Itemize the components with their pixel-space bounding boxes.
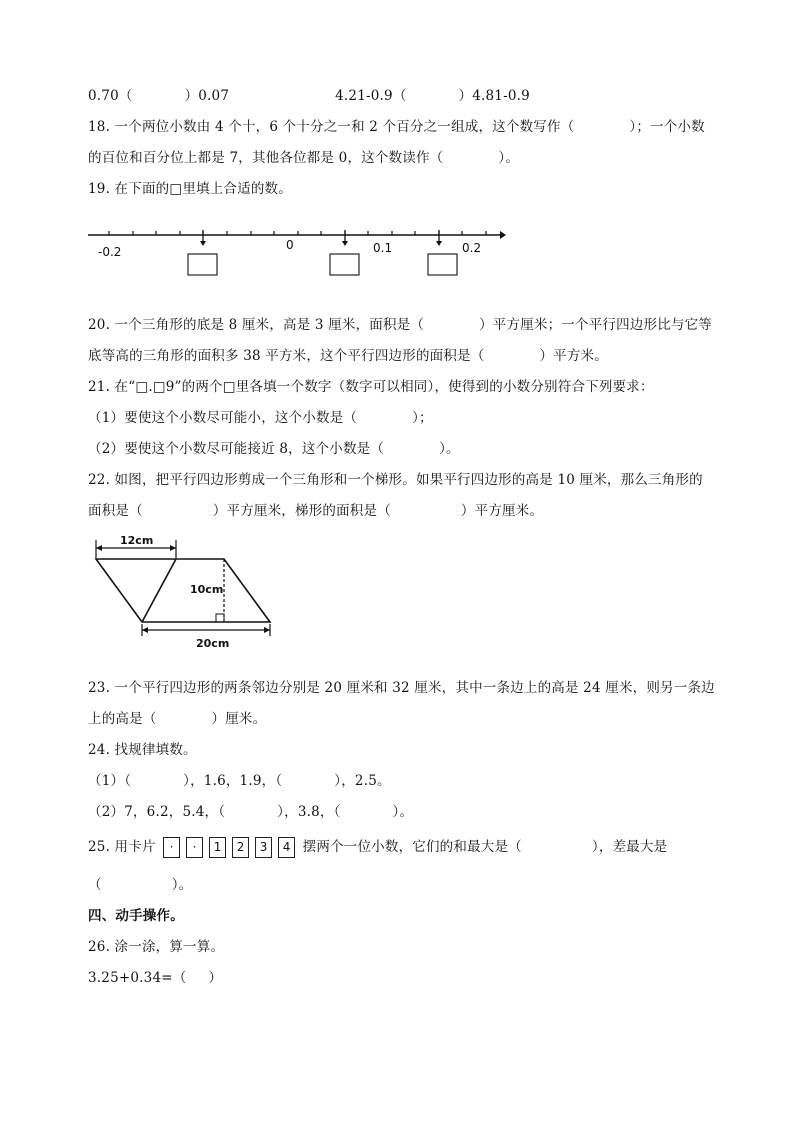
answer-box[interactable] [330,254,359,275]
label-10cm: 10cm [190,583,224,596]
q26-title: 26. 涂一涂，算一算。 [88,939,225,955]
arrow-down-icon [200,230,206,246]
tick-label-0-2: 0.2 [462,241,482,255]
q24-sub-2: （2）7，6.2，5.4，（ ），3.8，（ ）。 [88,804,414,820]
q23-line-1: 23. 一个平行四边形的两条邻边分别是 20 厘米和 32 厘米，其中一条边上的高是 24 厘米，则另一条边 [88,680,715,696]
q20-line-1: 20. 一个三角形的底是 8 厘米，高是 3 厘米，面积是（ ）平方厘米；一个平行四边形比与它等 [88,317,713,333]
arrow-left-icon [142,627,148,633]
section-heading: 四、动手操作。 [88,908,184,924]
q22-line-2: 面积是（ ）平方厘米，梯形的面积是（ ）平方厘米。 [88,503,544,519]
arrow-right-icon [264,627,270,633]
parallelogram-figure [88,532,288,654]
q18-line-1: 18. 一个两位小数由 4 个十，6 个十分之一和 2 个百分之一组成，这个数写作（ ）；一个小数 [88,119,705,135]
arrow-down-icon [436,230,442,246]
q25-line-2: （ ）。 [88,877,193,893]
q26-expression: 3.25+0.34=（ ） [88,970,223,986]
axis-arrow [500,231,506,239]
right-angle-mark [216,614,224,622]
label-20cm: 20cm [196,637,230,650]
answer-box[interactable] [428,254,457,275]
card-1: 1 [209,837,226,858]
tick-label-neg-0-2: -0.2 [98,245,122,259]
q19-prompt: 19. 在下面的□里填上合适的数。 [88,181,292,197]
card-dot: · [163,837,180,858]
q23-line-2: 上的高是（ ）厘米。 [88,711,267,727]
q18-line-2: 的百位和百分位上都是 7，其他各位都是 0，这个数读作（ ）。 [88,150,520,166]
card-4: 4 [278,837,295,858]
q24-sub-1: （1）（ ），1.6，1.9，（ ），2.5。 [88,773,391,789]
label-12cm: 12cm [120,534,154,547]
tick-label-0: 0 [286,238,294,252]
cut-line [142,559,176,622]
q24-title: 24. 找规律填数。 [88,742,197,758]
q17-comparison-line: 0.70（ ）0.07 4.21-0.9（ ）4.81-0.9 [88,88,530,104]
q22-line-1: 22. 如图，把平行四边形剪成一个三角形和一个梯形。如果平行四边形的高是 10 厘米，那么三角形的 [88,472,703,488]
arrow-down-icon [342,230,348,246]
q21-line-1: 21. 在“□.□9”的两个□里各填一个数字（数字可以相同），使得到的小数分别符合下列要求： [88,379,654,395]
q20-line-2: 底等高的三角形的面积多 38 平方米，这个平行四边形的面积是（ ）平方米。 [88,348,608,364]
tick-label-0-1: 0.1 [373,241,393,255]
card-dot: · [186,837,203,858]
card-3: 3 [255,837,272,858]
q25-line-1: 25. 用卡片 · · 1 2 3 4 摆两个一位小数，它们的和最大是（ ），差最大是 [88,835,667,858]
arrow-left-icon [96,545,102,551]
q21-sub-2: （2）要使这个小数尽可能接近 8，这个小数是（ ）。 [88,441,460,457]
answer-box[interactable] [188,254,217,275]
q21-sub-1: （1）要使这个小数尽可能小，这个小数是（ ）； [88,410,433,426]
parallelogram-shape [96,559,270,622]
arrow-right-icon [170,545,176,551]
card-2: 2 [232,837,249,858]
number-line-figure [86,218,506,280]
